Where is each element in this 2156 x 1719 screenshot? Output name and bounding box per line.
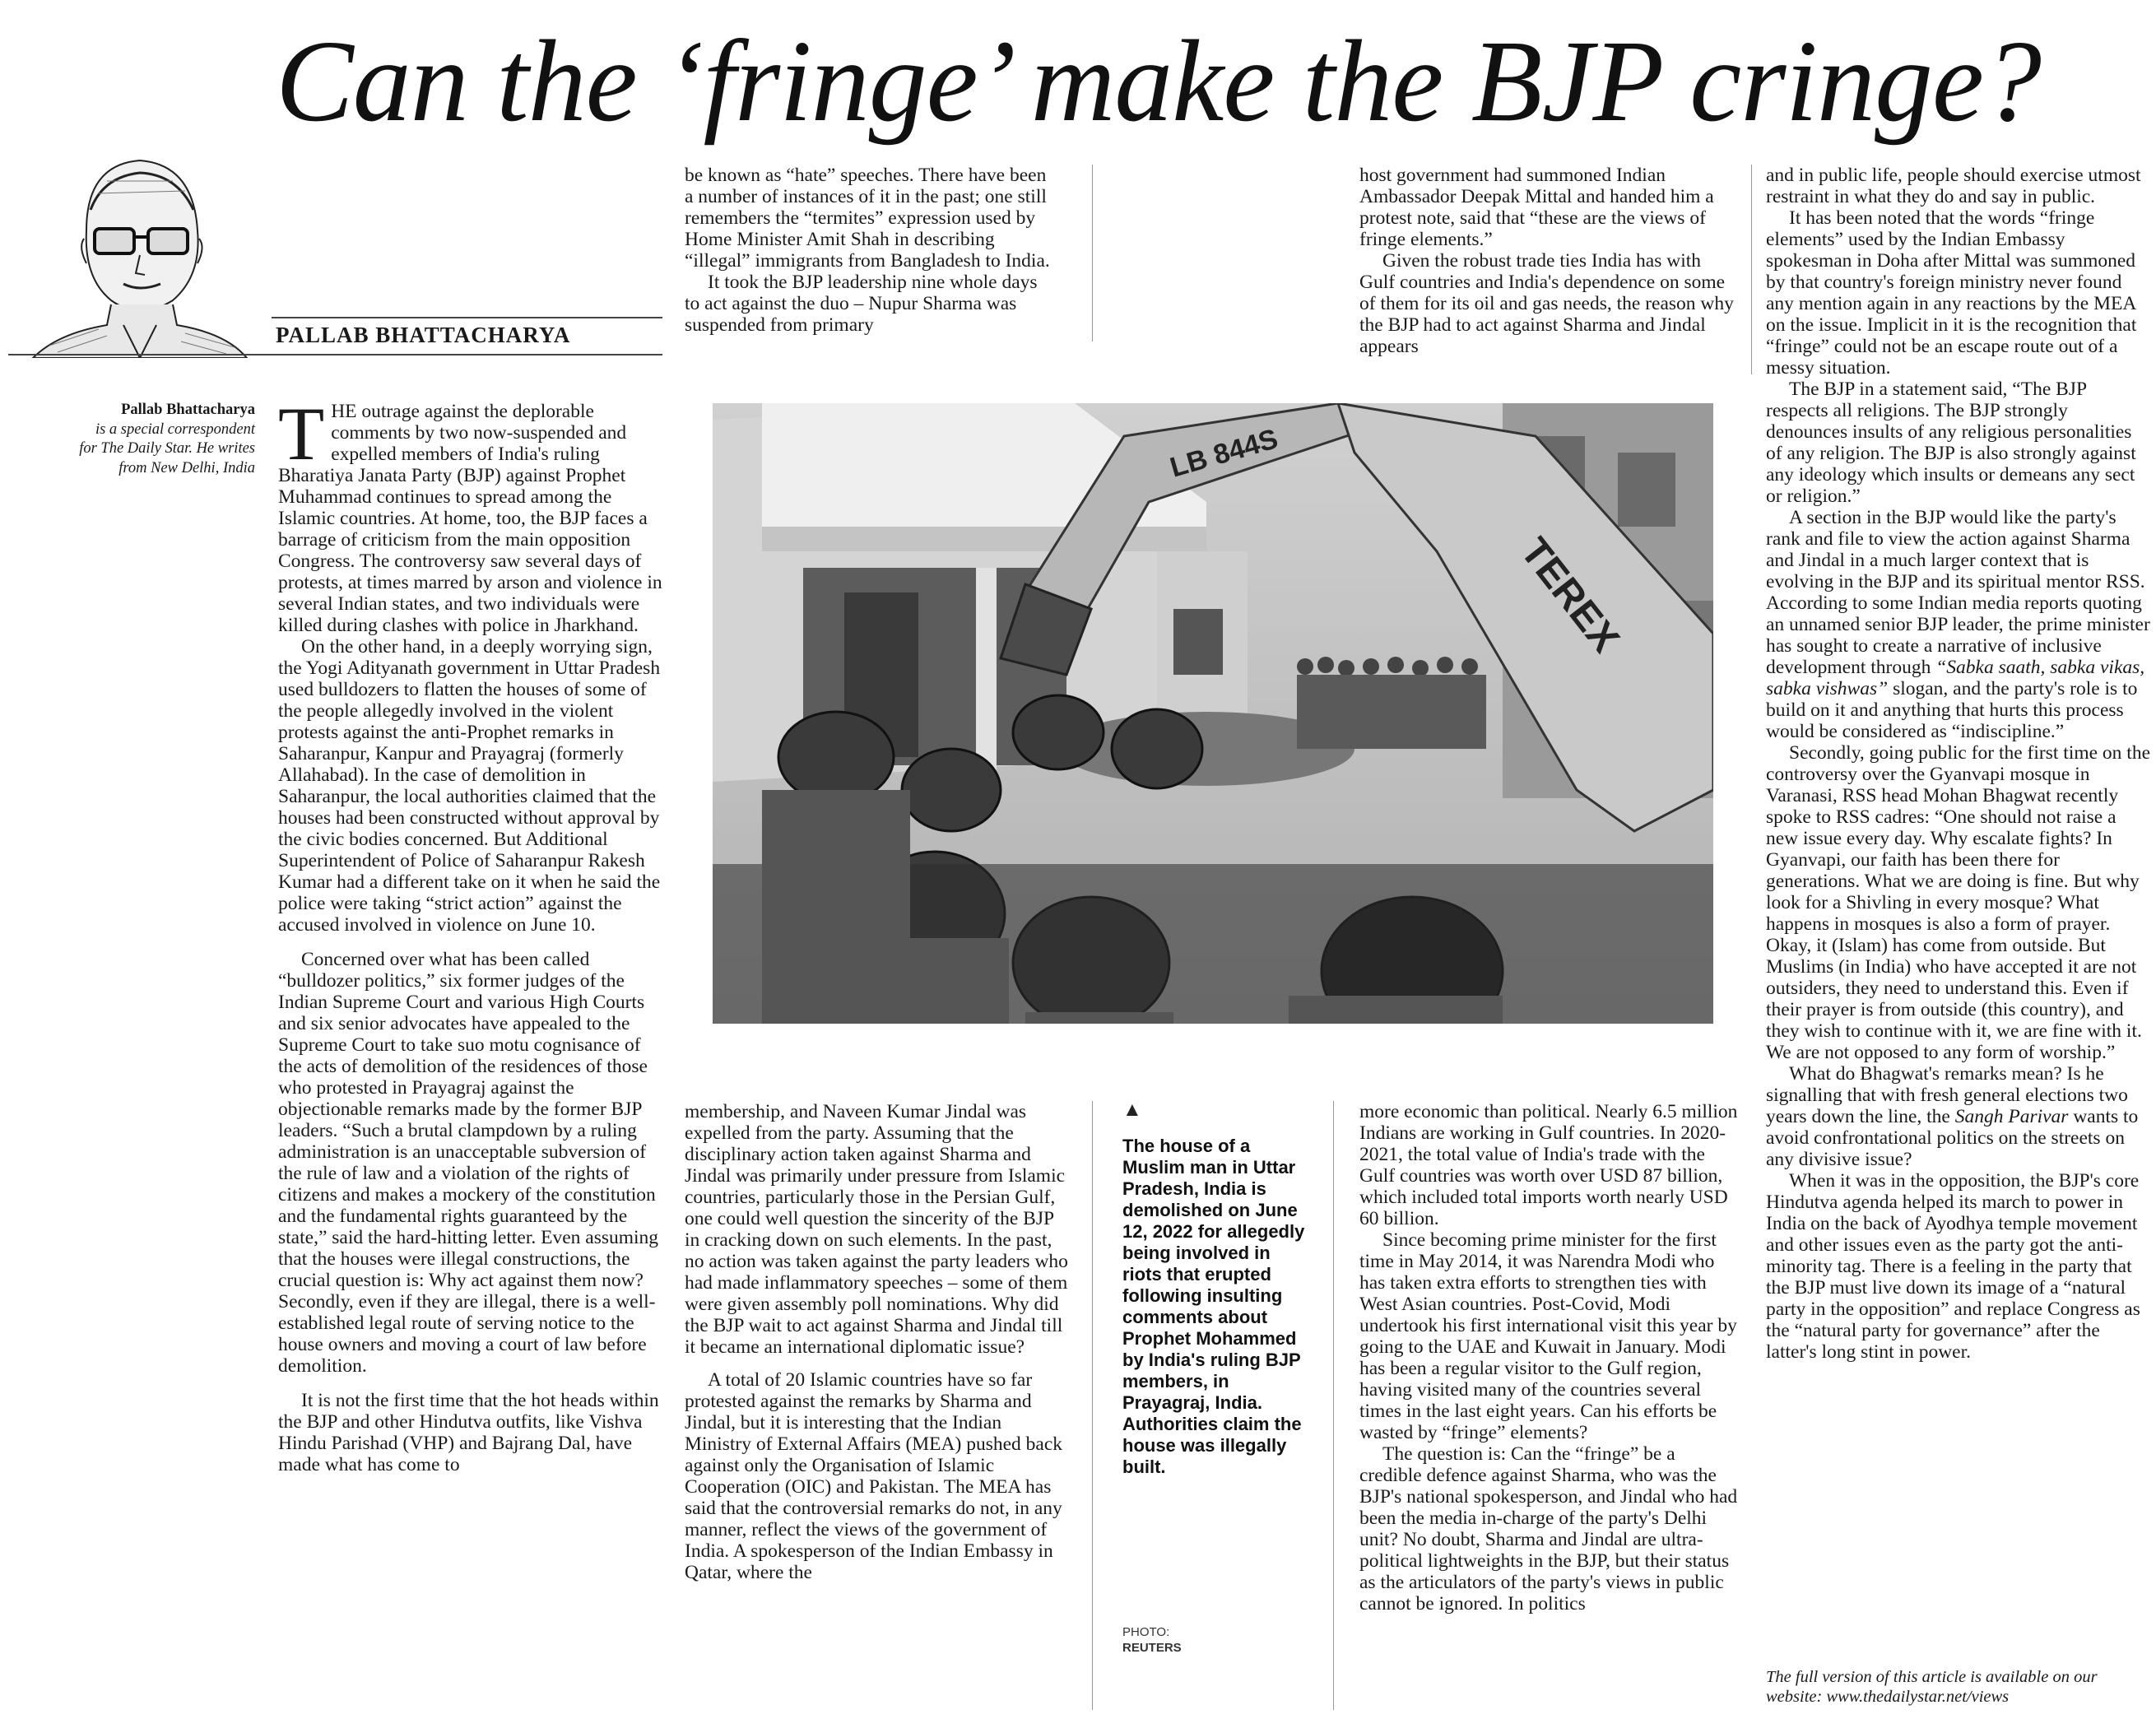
paragraph: THE outrage against the deplorable comments by two now-suspended and expelled members of India's ruling Bharatiya Janata Party (BJP) against Prophet Muhammad continues to spread among the Islamic countries. At home, too, the BJP faces a barrage of criticism from the main opposition Congress. The controversy saw several days of protests, at times marred by arson and violence in several Indian states, and two individuals were killed during clashes with police in Jharkhand. [278, 392, 662, 636]
paragraph: Since becoming prime minister for the first time in May 2014, it was Narendra Modi who has taken extra efforts to strengthen ties with West Asian countries. Post-Covid, Modi undertook his first international visit this year by going to the UAE and Kuwait in January. Modi has been a regular visitor to the Gulf region, having visited many of the countries several times in the last eight years. Can his efforts be wasted by “fringe” elements? [1359, 1229, 1737, 1443]
paragraph: It took the BJP leadership nine whole days to act against the duo – Nupur Sharma was suspended from primary [685, 272, 1038, 336]
author-rule [272, 317, 662, 318]
author-name: PALLAB BHATTACHARYA [276, 323, 571, 347]
paragraph: host government had summoned Indian Ambassador Deepak Mittal and handed him a protest note, said that “these are the views of fringe elements.” [1359, 165, 1714, 250]
column-divider [1092, 1101, 1093, 1710]
sangh-parivar: Sangh Parivar [1954, 1106, 2069, 1127]
bio-name: Pallab Bhattacharya [121, 402, 255, 418]
paragraph: Secondly, going public for the first time on the controversy over the Gyanvapi mosque in Varanasi, RSS head Mohan Bhagwat recently spoke to RSS cadres: “One should not raise a new issue every day. Why escalate fights? In Gyanvapi, our faith has been there for generations. What we are doing is fine. But why look for a Shivling in every mosque? What happens in mosques is also a form of prayer. Okay, it (Islam) has come from outside. But Muslims (in India) who have accepted it are not outsiders, they need to understand this. Even if their prayer is from outside (this country), and they wish to continue with it, we are fine with it. We are not opposed to any form of worship.” [1766, 742, 2151, 1063]
machine-plate: LB 844S [1166, 423, 1282, 484]
column-2-bottom [685, 1101, 1071, 1583]
paragraph: What do Bhagwat's remarks mean? Is he signalling that with fresh general elections two years down the line, the Sangh Parivar wants to avoid confrontational politics on the streets on any divisive issue? [1766, 1063, 2139, 1170]
paragraph: The BJP in a statement said, “The BJP respects all religions. The BJP strongly denounces insults of any religious personalities of any religion. The BJP is also strongly against any ideology which insults or demeans any sect or religion.” [1766, 379, 2136, 507]
photo-caption: The house of a Muslim man in Uttar Pradesh, India is demolished on June 12, 2022 for allegedly being involved in riots that erupted following insulting comments about Prophet Mohammed by India's ruling BJP members, in Prayagraj, India. Authorities claim the house was illegally built. [1122, 1136, 1305, 1477]
paragraph: more economic than political. Nearly 6.5 million Indians are working in Gulf countries. In 2020-2021, the total value of India's trade with the Gulf countries was worth over USD 87 billion, which included total imports worth nearly USD 60 billion. [1359, 1101, 1738, 1229]
paragraph: A section in the BJP would like the party's rank and file to view the action against Sharma and Jindal in a much larger context that is evolving in the BJP and its spiritual mentor RSS. According to some Indian media reports quoting an unnamed senior BJP leader, the prime minister has sought to create a narrative of inclusive development through “Sabka saath, sabka vikas, sabka vishwas” slogan, and the party's role is to build on it and anything that hurts this process would be considered as “indiscipline.” [1766, 507, 2150, 742]
column-2-top [685, 165, 1055, 336]
caption-arrow-icon: ▲ [1122, 1099, 1142, 1121]
drop-cap: T [278, 392, 325, 476]
paragraph: Concerned over what has been called “bulldozer politics,” six former judges of the Indian Supreme Court and various High Courts and six senior advocates have appealed to the Supreme Court to take suo motu cognisance of the acts of demolition of the residences of those who protested in Prayagraj against the objectionable remarks made by the former BJP leaders. “Such a brutal clampdown by a ruling administration is an unacceptable subversion of the rule of law and a violation of the rights of citizens and makes a mockery of the constitution and the fundamental rights guaranteed by the state,” said the hard-hitting letter. Even assuming that the houses were illegal constructions, the crucial question is: Why act against them now? Secondly, even if they are illegal, there is a well-established legal route of serving notice to the house owners and moving a court of law before demolition. [278, 949, 659, 1377]
paragraph: and in public life, people should exercise utmost restraint in what they do and say in public. [1766, 165, 2141, 207]
column-3-bottom [1359, 1101, 1738, 1614]
author-underline [8, 354, 662, 355]
column-1 [278, 392, 662, 1475]
paragraph: The question is: Can the “fringe” be a credible defence against Sharma, who was the BJP's national spokesperson, and Jindal who had been the media in-charge of the party's Delhi unit? No doubt, Sharma and Jindal are ultra-political lightweights in the BJP, but their status as the articulators of the party's views in public cannot be ignored. In politics [1359, 1443, 1738, 1614]
headline: Can the ‘fringe’ make the BJP cringe? [276, 16, 2042, 146]
author-bio [78, 401, 255, 478]
column-divider [1751, 165, 1752, 374]
column-3-top [1359, 165, 1740, 357]
paragraph: A total of 20 Islamic countries have so far protested against the remarks by Sharma and Jindal, but it is interesting that the Indian Ministry of External Affairs (MEA) pushed back against only the Organisation of Islamic Cooperation (OIC) and Pakistan. The MEA has said that the controversial remarks do not, in any manner, reflect the views of the government of India. A spokesperson of the Indian Embassy in Qatar, where the [685, 1369, 1063, 1583]
paragraph: When it was in the opposition, the BJP's core Hindutva agenda helped its march to power in India on the back of Ayodhya temple movement and other issues even as the party got the anti-minority tag. There is a feeling in the party that the BJP must live down its image of a “natural party in the opposition” and replace Congress as the “natural party for governance” after the latter's long stint in power. [1766, 1170, 2140, 1363]
paragraph: On the other hand, in a deeply worrying sign, the Yogi Adityanath government in Uttar Pradesh used bulldozers to flatten the houses of some of the people allegedly involved in the violent protests against the anti-Prophet remarks in Saharanpur, Kanpur and Prayagraj (formerly Allahabad). In the case of demolition in Saharanpur, the local authorities claimed that the houses had been constructed without approval by the civic bodies concerned. But Additional Superintendent of Police of Saharanpur Rakesh Kumar had a different take on it when he said the police were taking “strict action” against the accused involved in violence on June 10. [278, 636, 661, 936]
paragraph: It has been noted that the words “fringe elements” used by the Indian Embassy spokesman in Doha after Mittal was summoned by that country's foreign ministry never found any mention again in any reactions by the MEA on the issue. Implicit in it is the recognition that “fringe” could not be an escape route out of a messy situation. [1766, 207, 2137, 379]
photo-credit-source: REUTERS [1122, 1641, 1182, 1655]
photo-credit-label: PHOTO: [1122, 1625, 1170, 1639]
machine-brand: TEREX [1512, 530, 1628, 661]
paragraph: It is not the first time that the hot heads within the BJP and other Hindutva outfits, like Vishva Hindu Parishad (VHP) and Bajrang Dal, have made what has come to [278, 1390, 659, 1475]
slogan: “Sabka saath, sabka vikas, sabka vishwas” [1766, 657, 2145, 699]
paragraph: Given the robust trade ties India has with Gulf countries and India's dependence on some of them for its oil and gas needs, the reason why the BJP had to act against Sharma and Jindal appears [1359, 250, 1734, 357]
column-divider [1333, 1101, 1334, 1710]
photo-credit [1122, 1624, 1182, 1656]
news-photo [713, 403, 1713, 1024]
column-divider [1092, 165, 1093, 341]
paragraph: be known as “hate” speeches. There have been a number of instances of it in the past; one still remembers the “termites” expression used by Home Minister Amit Shah in describing “illegal” immigrants from Bangladesh to India. [685, 165, 1050, 272]
paragraph: membership, and Naveen Kumar Jindal was expelled from the party. Assuming that the disciplinary action taken against Sharma and Jindal was primarily under pressure from Islamic countries, particularly those in the Persian Gulf, one could well question the sincerity of the BJP in cracking down on such elements. In the past, no action was taken against the party leaders who had made inflammatory speeches – some of them were given assembly poll nominations. Why did the BJP wait to act against Sharma and Jindal till it became an international diplomatic issue? [685, 1101, 1068, 1358]
bio-text: is a special correspondent for The Daily Star. He writes from New Delhi, India [79, 420, 255, 476]
footer-note: The full version of this article is available on our website: www.thedailystar.net/views [1766, 1668, 2098, 1706]
column-4 [1766, 165, 2151, 1363]
author-portrait [8, 132, 272, 358]
